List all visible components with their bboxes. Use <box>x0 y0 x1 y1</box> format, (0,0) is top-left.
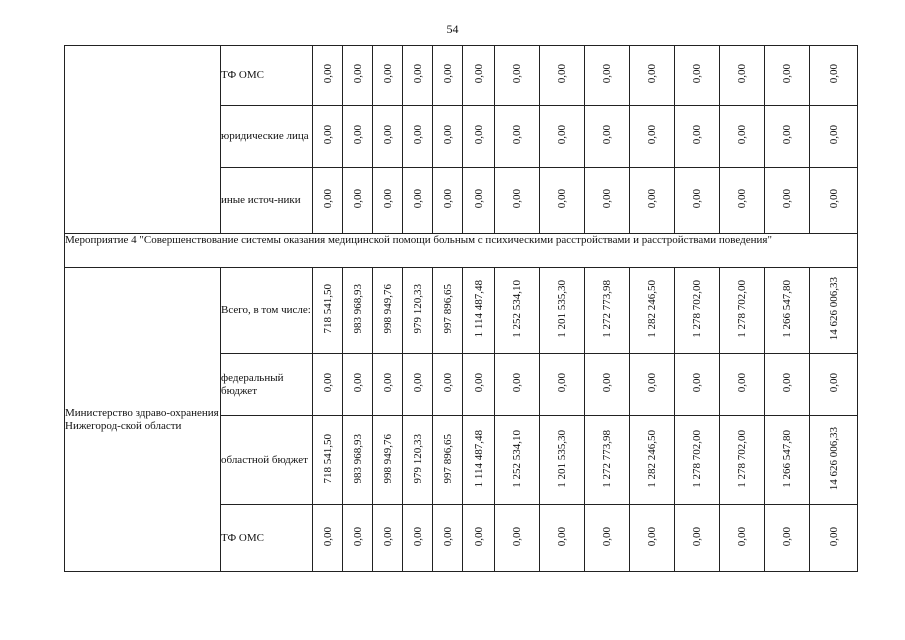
value-text: 1 272 773,98 <box>601 429 613 488</box>
value-cell <box>540 168 585 234</box>
value-text: 0,00 <box>827 526 840 547</box>
value-cell <box>630 354 675 416</box>
value-cell <box>540 106 585 168</box>
value-text: 0,00 <box>781 526 793 547</box>
value-text: 0,00 <box>321 64 334 84</box>
value-text: 0,00 <box>691 189 703 209</box>
value-text: 0,00 <box>381 526 394 547</box>
value-text: 0,00 <box>556 125 568 145</box>
value-cell <box>585 46 630 106</box>
value-cell <box>313 268 343 354</box>
value-text: 14 626 006,33 <box>827 426 840 491</box>
value-cell <box>585 168 630 234</box>
value-text: 0,00 <box>827 189 840 209</box>
value-text: 1 272 773,98 <box>601 280 613 338</box>
value-cell <box>373 268 403 354</box>
value-text: 0,00 <box>781 125 793 145</box>
value-cell <box>463 416 495 505</box>
funding-source-cell: ТФ ОМС <box>221 505 313 572</box>
budget-table <box>64 45 858 572</box>
value-cell <box>630 505 675 572</box>
value-cell <box>810 106 858 168</box>
value-cell <box>675 505 720 572</box>
value-text: 998 949,76 <box>381 284 394 334</box>
value-text: 0,00 <box>601 189 613 209</box>
value-cell <box>373 354 403 416</box>
value-text: 0,00 <box>321 526 334 547</box>
value-cell <box>403 168 433 234</box>
value-cell <box>343 106 373 168</box>
value-text: 0,00 <box>441 373 454 393</box>
value-cell <box>495 268 540 354</box>
value-text: 1 201 535,30 <box>556 429 568 488</box>
value-text: 0,00 <box>827 373 840 393</box>
value-text: 979 120,33 <box>411 284 424 334</box>
value-text: 0,00 <box>472 526 485 547</box>
value-text: 0,00 <box>321 373 334 393</box>
value-cell <box>540 505 585 572</box>
value-cell <box>463 354 495 416</box>
value-text: 0,00 <box>511 526 523 547</box>
value-cell <box>433 46 463 106</box>
value-cell <box>343 168 373 234</box>
value-text: 0,00 <box>472 373 485 393</box>
value-text: 1 201 535,30 <box>556 280 568 338</box>
value-text: 0,00 <box>321 125 334 145</box>
organization-cell: Министерство здраво-охранения Нижегород-ской области <box>65 268 221 572</box>
value-text: 0,00 <box>736 373 748 393</box>
value-text: 0,00 <box>472 64 485 84</box>
value-cell <box>585 354 630 416</box>
value-text: 0,00 <box>556 189 568 209</box>
value-cell <box>403 46 433 106</box>
value-cell <box>463 46 495 106</box>
value-cell <box>540 416 585 505</box>
value-cell <box>765 416 810 505</box>
value-text: 0,00 <box>646 189 658 209</box>
value-cell <box>373 106 403 168</box>
value-text: 0,00 <box>827 125 840 145</box>
value-text: 0,00 <box>646 373 658 393</box>
value-text: 0,00 <box>556 526 568 547</box>
value-text: 0,00 <box>441 125 454 145</box>
value-text: 0,00 <box>351 189 364 209</box>
value-text: 0,00 <box>736 125 748 145</box>
value-text: 0,00 <box>441 64 454 84</box>
value-cell <box>313 106 343 168</box>
value-text: 1 282 246,50 <box>646 429 658 488</box>
value-cell <box>343 46 373 106</box>
value-cell <box>403 354 433 416</box>
value-text: 0,00 <box>781 189 793 209</box>
value-cell <box>433 354 463 416</box>
value-cell <box>313 46 343 106</box>
funding-source-cell: областной бюджет <box>221 416 313 505</box>
value-text: 0,00 <box>411 125 424 145</box>
value-text: 0,00 <box>511 189 523 209</box>
value-text: 1 114 487,48 <box>472 280 485 338</box>
value-cell <box>373 46 403 106</box>
value-cell <box>810 268 858 354</box>
value-cell <box>765 505 810 572</box>
value-text: 0,00 <box>351 125 364 145</box>
value-text: 0,00 <box>691 526 703 547</box>
value-cell <box>495 354 540 416</box>
value-cell <box>403 268 433 354</box>
value-cell <box>810 354 858 416</box>
value-text: 0,00 <box>511 373 523 393</box>
value-cell <box>313 416 343 505</box>
value-cell <box>433 505 463 572</box>
value-text: 1 278 702,00 <box>736 429 748 488</box>
value-text: 998 949,76 <box>381 433 394 484</box>
value-text: 0,00 <box>351 64 364 84</box>
value-cell <box>630 268 675 354</box>
table-body <box>65 46 858 572</box>
value-text: 0,00 <box>601 526 613 547</box>
value-cell <box>463 268 495 354</box>
funding-source-cell: иные источ-ники <box>221 168 313 234</box>
value-cell <box>373 505 403 572</box>
value-text: 0,00 <box>511 64 523 84</box>
value-text: 0,00 <box>472 189 485 209</box>
table-row <box>65 46 858 106</box>
value-cell <box>433 268 463 354</box>
value-text: 0,00 <box>556 373 568 393</box>
value-cell <box>313 354 343 416</box>
value-cell <box>810 505 858 572</box>
value-text: 0,00 <box>646 125 658 145</box>
value-cell <box>495 505 540 572</box>
value-cell <box>675 106 720 168</box>
funding-source-cell: юридические лица <box>221 106 313 168</box>
value-text: 0,00 <box>691 64 703 84</box>
value-cell <box>810 416 858 505</box>
measure-title: Мероприятие 4 "Совершенствование системы оказания медицинской помощи больным с психическими расстройствами и расстройствами поведения" <box>65 234 858 268</box>
value-cell <box>810 168 858 234</box>
value-text: 1 278 702,00 <box>691 280 703 338</box>
funding-source-cell: Всего, в том числе: <box>221 268 313 354</box>
page-number: 54 <box>446 22 459 36</box>
value-cell <box>463 168 495 234</box>
value-text: 0,00 <box>351 526 364 547</box>
value-cell <box>675 354 720 416</box>
value-cell <box>765 46 810 106</box>
value-text: 1 266 547,80 <box>781 280 793 338</box>
value-text: 0,00 <box>381 64 394 84</box>
value-cell <box>373 416 403 505</box>
value-text: 0,00 <box>646 526 658 547</box>
value-text: 1 252 534,10 <box>511 280 523 338</box>
value-cell <box>433 416 463 505</box>
value-text: 0,00 <box>411 526 424 547</box>
value-cell <box>675 46 720 106</box>
value-text: 0,00 <box>411 373 424 393</box>
value-text: 0,00 <box>351 373 364 393</box>
table-row <box>65 268 858 354</box>
value-cell <box>765 106 810 168</box>
value-text: 979 120,33 <box>411 433 424 484</box>
value-cell <box>765 168 810 234</box>
value-cell <box>433 168 463 234</box>
value-text: 1 266 547,80 <box>781 429 793 488</box>
value-text: 1 114 487,48 <box>472 429 485 488</box>
value-cell <box>343 416 373 505</box>
value-text: 0,00 <box>511 125 523 145</box>
value-cell <box>675 416 720 505</box>
value-cell <box>495 416 540 505</box>
value-text: 0,00 <box>781 64 793 84</box>
value-cell <box>585 505 630 572</box>
value-text: 1 282 246,50 <box>646 280 658 338</box>
value-cell <box>343 505 373 572</box>
funding-source-cell: федеральный бюджет <box>221 354 313 416</box>
value-text: 0,00 <box>381 189 394 209</box>
value-cell <box>720 106 765 168</box>
value-text: 0,00 <box>736 526 748 547</box>
value-cell <box>675 268 720 354</box>
value-cell <box>540 354 585 416</box>
value-text: 0,00 <box>441 526 454 547</box>
value-cell <box>630 168 675 234</box>
value-text: 0,00 <box>411 64 424 84</box>
value-cell <box>585 268 630 354</box>
value-cell <box>463 106 495 168</box>
value-text: 718 541,50 <box>321 284 334 334</box>
value-cell <box>720 168 765 234</box>
value-text: 0,00 <box>736 189 748 209</box>
value-text: 1 278 702,00 <box>691 429 703 488</box>
value-cell <box>433 106 463 168</box>
table-row <box>65 234 858 268</box>
value-cell <box>403 416 433 505</box>
value-cell <box>540 268 585 354</box>
organization-cell <box>65 46 221 234</box>
value-cell <box>495 168 540 234</box>
value-cell <box>403 505 433 572</box>
value-cell <box>720 354 765 416</box>
value-cell <box>630 106 675 168</box>
value-cell <box>720 46 765 106</box>
value-text: 0,00 <box>781 373 793 393</box>
value-text: 14 626 006,33 <box>827 277 840 341</box>
value-cell <box>765 268 810 354</box>
value-cell <box>313 505 343 572</box>
value-text: 0,00 <box>601 64 613 84</box>
value-text: 0,00 <box>646 64 658 84</box>
value-text: 983 968,93 <box>351 284 364 334</box>
value-text: 0,00 <box>381 373 394 393</box>
value-text: 718 541,50 <box>321 433 334 484</box>
value-cell <box>495 46 540 106</box>
value-text: 997 896,65 <box>441 284 454 334</box>
value-cell <box>765 354 810 416</box>
value-cell <box>675 168 720 234</box>
value-text: 1 278 702,00 <box>736 280 748 338</box>
value-text: 0,00 <box>321 189 334 209</box>
value-cell <box>630 46 675 106</box>
value-cell <box>403 106 433 168</box>
value-text: 983 968,93 <box>351 433 364 484</box>
value-cell <box>585 106 630 168</box>
value-cell <box>373 168 403 234</box>
value-cell <box>720 416 765 505</box>
funding-source-cell: ТФ ОМС <box>221 46 313 106</box>
value-text: 0,00 <box>381 125 394 145</box>
value-cell <box>495 106 540 168</box>
value-cell <box>313 168 343 234</box>
value-cell <box>463 505 495 572</box>
value-cell <box>720 505 765 572</box>
value-cell <box>810 46 858 106</box>
value-cell <box>343 268 373 354</box>
value-text: 0,00 <box>556 64 568 84</box>
value-text: 0,00 <box>441 189 454 209</box>
value-text: 0,00 <box>601 373 613 393</box>
value-text: 0,00 <box>601 125 613 145</box>
value-text: 0,00 <box>827 64 840 84</box>
value-text: 1 252 534,10 <box>511 429 523 488</box>
value-cell <box>630 416 675 505</box>
value-cell <box>343 354 373 416</box>
value-text: 0,00 <box>736 64 748 84</box>
value-cell <box>585 416 630 505</box>
value-text: 0,00 <box>691 125 703 145</box>
value-text: 0,00 <box>691 373 703 393</box>
value-text: 997 896,65 <box>441 433 454 484</box>
value-cell <box>540 46 585 106</box>
value-cell <box>720 268 765 354</box>
value-text: 0,00 <box>411 189 424 209</box>
value-text: 0,00 <box>472 125 485 145</box>
